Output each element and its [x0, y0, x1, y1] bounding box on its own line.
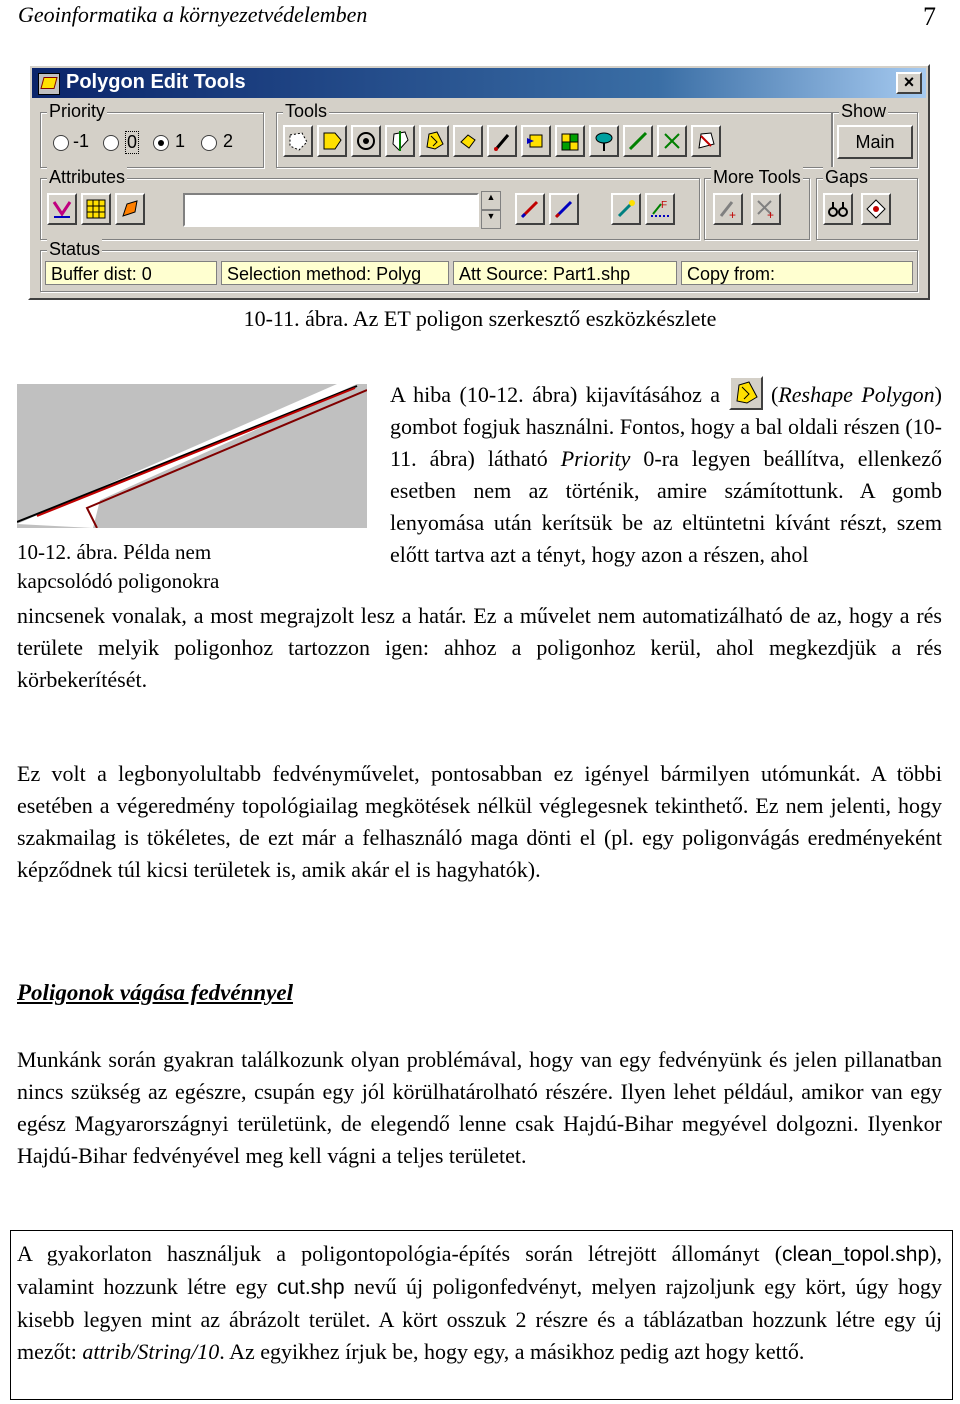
exercise-text-c: nevű új poligonfedvényt, melyen rajzoljunk egy kört, úgy hogy kisebb legyen mint az ábrázolt terület. A kört osszuk 2 részre és a táblázatban hozzunk létre egy új mezőt:	[17, 1274, 943, 1364]
selection-method-status: Selection method: Polyg	[221, 261, 449, 285]
gaps-label: Gaps	[825, 167, 869, 187]
clip-icon	[593, 130, 615, 152]
pen-icon	[491, 130, 513, 152]
apply-attribute-button[interactable]	[549, 193, 579, 225]
paragraph-reshape-intro	[390, 376, 942, 571]
svg-text:+: +	[767, 208, 775, 220]
attribute-table-button[interactable]	[81, 193, 111, 225]
figure-caption-10-12-line2: kapcsolódó poligonokra	[17, 569, 220, 593]
exercise-file-clean-topol: clean_topol.shp	[782, 1243, 930, 1266]
pencil-red-icon	[519, 198, 541, 220]
binoculars-icon	[827, 198, 849, 220]
priority-option-2: 2	[223, 131, 234, 151]
add-scissors-icon	[755, 198, 777, 220]
svg-text:+: +	[729, 208, 737, 220]
union-icon	[559, 130, 581, 152]
gaps-group	[816, 167, 918, 240]
circle-tool-button[interactable]	[351, 125, 381, 157]
merge-icon	[525, 130, 547, 152]
union-tool-button[interactable]	[555, 125, 585, 157]
cut-tool-button[interactable]	[657, 125, 687, 157]
para1-text-d: 0-ra legyen beállítva, ellenkező esetben nem az történik, amire számítottunk. A gomb lenyomása után kerítsük be az eltüntetni kívánt részt, szem előtt tartva azt a tényt, hogy azon a részen, ahol	[390, 446, 942, 567]
spin-down-button[interactable]: ▼	[481, 210, 501, 229]
para1-priority-term: Priority	[560, 446, 631, 471]
exercise-text	[17, 1238, 942, 1368]
draw-polygon-button[interactable]	[283, 125, 313, 157]
status-group	[40, 239, 918, 292]
scissors-icon	[661, 130, 683, 152]
attributes-label: Attributes	[49, 167, 126, 187]
exercise-file-cut: cut.shp	[276, 1276, 345, 1299]
merge-tool-button[interactable]	[521, 125, 551, 157]
draw-polygon-icon	[287, 130, 309, 152]
show-label: Show	[841, 101, 887, 121]
fill-icon	[119, 198, 141, 220]
paragraph-clip-intro: Munkánk során gyakran találkozunk olyan problémával, hogy van egy fedvényünk és jelen pillanatban nincs szükség az egészre, csupán egy jól körülhatárolható részére. Ilyen lehet például, amikor van egy egész Magyarországnyi területünk, de elegendő lenne csak Hajdú-Bihar megyével dolgozni. Ilyenkor Hajdú-Bihar fedvényével meg kell vágni a teljes területet.	[17, 1047, 942, 1168]
status-label: Status	[49, 239, 101, 259]
paragraph-overlay-summary: Ez volt a legbonyolultabb fedvényművelet, pontosabban ez igényel bármilyen utómunkát. A többi esetében a végeredmény topológiailag megkötések nélkül véglegesnek tekinthető. Ez nem jelenti, hogy szakmailag is tökéletes, de ezt már a felhasználó maga dönti el (pl. egy poligonvágás eredményeként képződnek túl kicsi területek is, amik akár el is hagyhatók).	[17, 761, 942, 882]
field-calculator-button[interactable]	[645, 193, 675, 225]
priority-radio-2[interactable]	[201, 135, 217, 151]
exercise-text-b: ), valamint hozzunk létre egy	[17, 1241, 942, 1299]
polygon-edit-tools-window	[28, 64, 930, 300]
attribute-fill-button[interactable]	[115, 193, 145, 225]
attribute-value-input[interactable]	[183, 193, 479, 227]
show-group	[832, 101, 918, 168]
title-bar	[32, 68, 926, 98]
line-tool-button[interactable]	[623, 125, 653, 157]
copy-from-status: Copy from:	[681, 261, 913, 285]
reshape-polygon-icon	[423, 130, 445, 152]
exercise-field-name: attrib/String/10	[82, 1339, 220, 1364]
attributes-group	[40, 167, 700, 240]
priority-label: Priority	[49, 101, 106, 121]
circle-icon	[355, 130, 377, 152]
erase-tool-button[interactable]	[487, 125, 517, 157]
reshape-polygon-button[interactable]	[419, 125, 449, 157]
priority-option-minus1: -1	[73, 131, 90, 151]
buffer-dist-status: Buffer dist: 0	[45, 261, 217, 285]
para1-text-a: A hiba (10-12. ábra) kijavításához a	[390, 382, 729, 407]
auto-attribute-button[interactable]	[611, 193, 641, 225]
running-header-title: Geoinformatika a környezetvédelemben	[18, 2, 368, 27]
auto-complete-icon	[321, 130, 343, 152]
svg-text:F: F	[661, 200, 668, 211]
clip-tool-button[interactable]	[589, 125, 619, 157]
figure-10-12-image	[17, 384, 367, 528]
delete-polygon-icon	[695, 130, 717, 152]
auto-complete-button[interactable]	[317, 125, 347, 157]
paragraph-reshape-continued: nincsenek vonalak, a most megrajzolt lesz a határ. Ez a művelet nem automatizálható de az, hogy a rés területe melyik poligonhoz tartozzon igen: ahhoz a poligonhoz kerül, ahol megkezdjük a rés körbekerítését.	[17, 603, 942, 692]
fix-gaps-button[interactable]	[861, 193, 891, 225]
split-icon	[389, 130, 411, 152]
show-main-button[interactable]: Main	[837, 125, 913, 159]
wand-icon	[615, 198, 637, 220]
page-number: 7	[923, 2, 936, 31]
reshape-polygon-inline-icon	[729, 376, 763, 410]
find-gaps-button[interactable]	[823, 193, 853, 225]
priority-radio-0[interactable]	[103, 135, 119, 151]
priority-radio-minus1[interactable]	[53, 135, 69, 151]
pick-attribute-button[interactable]	[515, 193, 545, 225]
app-icon	[38, 73, 60, 95]
para1-text-b: (	[762, 382, 779, 407]
priority-option-0: 0	[127, 132, 138, 152]
tools-group	[276, 101, 832, 168]
delete-tool-button[interactable]	[691, 125, 721, 157]
exercise-text-a: A gyakorlaton használjuk a poligontopológia-építés során létrejött állományt (	[17, 1241, 783, 1266]
priority-group	[40, 101, 264, 168]
spin-up-button[interactable]: ▲	[481, 191, 501, 210]
vertex-edit-icon	[457, 130, 479, 152]
add-pencil-icon	[717, 198, 739, 220]
section-heading: Poligonok vágása fedvénnyel	[17, 980, 293, 1005]
att-source-status: Att Source: Part1.shp	[453, 261, 677, 285]
close-button[interactable]: ×	[896, 72, 922, 94]
table-icon	[85, 198, 107, 220]
tools-label: Tools	[285, 101, 328, 121]
para1-reshape-term: Reshape Polygon	[778, 382, 935, 407]
unconnected-polygons-illustration	[17, 384, 367, 528]
more-tools-label: More Tools	[713, 167, 801, 187]
more-tools-group	[704, 167, 810, 240]
add-vertex-button[interactable]	[713, 193, 743, 225]
attribute-transfer-button[interactable]	[47, 193, 77, 225]
window-title: Polygon Edit Tools	[66, 71, 246, 93]
split-tool-button[interactable]	[385, 125, 415, 157]
gap-fix-icon	[865, 198, 887, 220]
figure-caption-10-12-line1: 10-12. ábra. Példa nem	[17, 540, 212, 564]
line-icon	[627, 130, 649, 152]
attribute-transfer-icon	[51, 198, 73, 220]
priority-option-1: 1	[175, 131, 186, 151]
priority-radio-1[interactable]	[153, 135, 169, 151]
exercise-text-d: . Az egyikhez írjuk be, hogy egy, a másikhoz pedig azt hogy kettő.	[219, 1339, 805, 1364]
para1-text-c: ) gombot fogjuk használni. Fontos, hogy a bal oldali részen (10-11. ábra) látható	[390, 382, 942, 471]
add-cut-button[interactable]	[751, 193, 781, 225]
figure-caption-10-11: 10-11. ábra. Az ET poligon szerkesztő eszközkészlete	[243, 306, 717, 331]
pencil-blue-icon	[553, 198, 575, 220]
vertex-edit-button[interactable]	[453, 125, 483, 157]
calculator-icon	[649, 198, 671, 220]
